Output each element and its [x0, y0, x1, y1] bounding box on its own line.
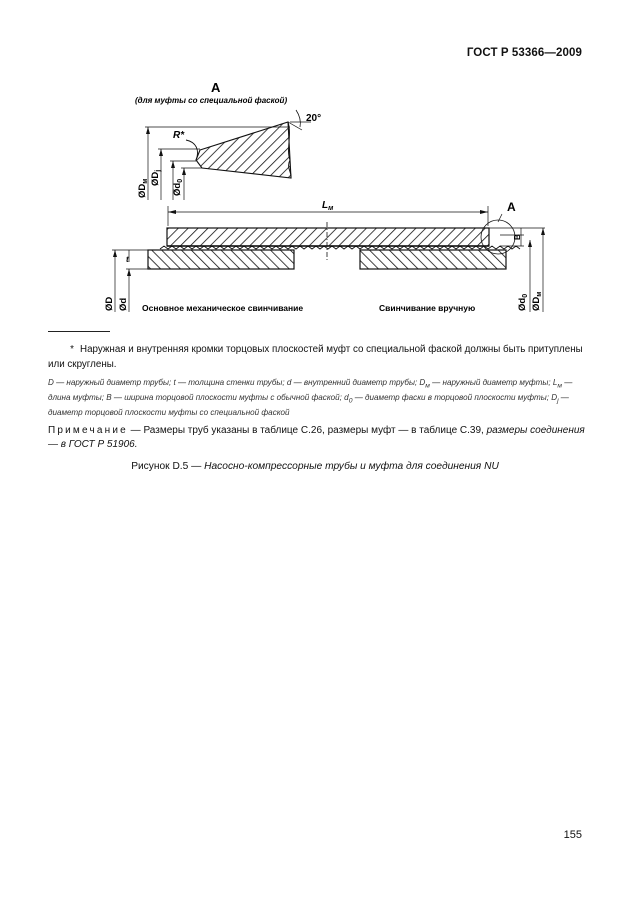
angle-label: 20°: [306, 113, 322, 124]
note-label: Примечание: [48, 425, 128, 436]
figure-caption: [0, 461, 630, 472]
technical-drawing: [0, 0, 630, 330]
caption-prefix: Рисунок D.5 —: [131, 461, 205, 472]
view-note: (для муфты со специальной фаской): [135, 96, 288, 105]
pipe-right: [360, 250, 506, 269]
dim-D-label: ØD: [104, 296, 115, 311]
footnote: [48, 342, 584, 372]
dim-Dm-right-label: $ØD_м$: [531, 291, 543, 311]
pipe-left: [148, 250, 294, 269]
note: [48, 424, 586, 451]
label-machine-makeup: Основное механическое свинчивание: [142, 303, 304, 313]
length-label: $L_м$: [322, 200, 334, 212]
footnote-mark: *: [70, 344, 74, 355]
radius-label: R*: [173, 130, 185, 141]
dim-Dm-label: $ØD_м$: [137, 178, 149, 198]
coupling-section: [167, 228, 489, 246]
label-hand-makeup: Свинчивание вручную: [379, 303, 476, 313]
dim-d0-label: $Ød_0$: [172, 178, 184, 196]
note-text-italic: размеры соединения — в ГОСТ Р 51906.: [48, 425, 585, 450]
caption-title: Насосно-компрессорные трубы и муфта для соединения NU: [204, 461, 499, 472]
symbol-legend: D — наружный диаметр трубы; t — толщина стенки трубы; d — внутренний диаметр трубы; $D_м$ — наружный диаметр муфты; $L_м$ — длина муфты; B — ширина торцовой плоскости муфты с обычной фаской; $d_0$ — диаметр фаски в торцовой плоскости муфты; $D_j$ — диаметр торцовой плоскости муфты со специальной фаской: [48, 378, 573, 418]
page-number: 155: [563, 829, 582, 841]
footnote-text: Наружная и внутренняя кромки торцовых плоскостей муфт со специальной фаской должны быть притуплены или скруглены.: [48, 344, 583, 370]
dim-d0-right-label: $Ød_0$: [517, 293, 529, 311]
detail-a-section: [196, 122, 291, 178]
view-letter: A: [211, 80, 221, 95]
footnote-rule: [48, 331, 110, 332]
dim-Dj-label: $ØD_j$: [150, 169, 162, 186]
note-text: — Размеры труб указаны в таблице С.26, размеры муфт — в таблице С.39,: [130, 425, 487, 436]
document-number: ГОСТ Р 53366—2009: [466, 47, 582, 59]
radius-arc: [186, 140, 198, 160]
dim-d-label: Ød: [118, 297, 129, 311]
section-letter: A: [507, 200, 516, 214]
dim-t-label: t: [126, 255, 129, 264]
dim-b-label: B: [513, 234, 522, 240]
